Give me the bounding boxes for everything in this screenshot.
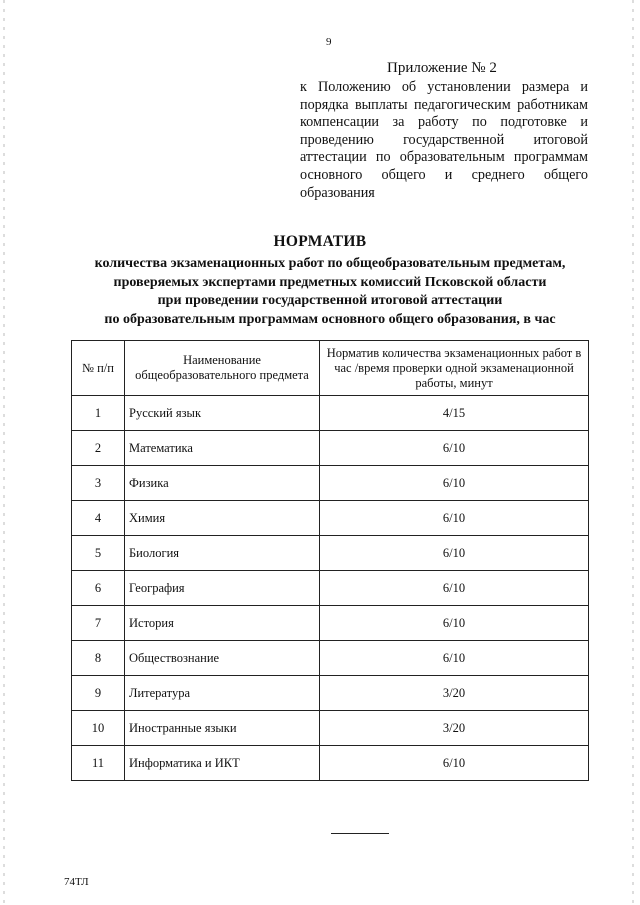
row-subject: Математика	[125, 431, 320, 466]
row-norm: 6/10	[320, 571, 589, 606]
row-subject: Русский язык	[125, 396, 320, 431]
row-number: 5	[72, 536, 125, 571]
annex-reference-text: к Положению об установлении размера и порядка выплаты педагогическим работникам компенсации за работу по подготовке и проведению государственной итоговой аттестации по образовательным программам основного общего и среднего общего образования	[300, 79, 588, 201]
table-row	[72, 571, 589, 606]
table-row	[72, 501, 589, 536]
row-norm: 3/20	[320, 676, 589, 711]
subheading-line-4: по образовательным программам основного общего образования, в час	[104, 311, 556, 327]
scan-edge-right	[632, 0, 634, 905]
subheading-line-2: проверяемых экспертами предметных комиссий Псковской области	[113, 274, 547, 290]
scan-edge-left	[3, 0, 5, 905]
row-number: 11	[72, 746, 125, 781]
header-number: № п/п	[72, 341, 125, 396]
annex-title: Приложение № 2	[387, 60, 497, 76]
row-number: 1	[72, 396, 125, 431]
row-number: 7	[72, 606, 125, 641]
subheading-line-3: при проведении государственной итоговой аттестации	[157, 293, 503, 308]
table-row	[72, 711, 589, 746]
header-norm: Норматив количества экзаменационных работ в час /время проверки одной экзаменационной работы, минут	[320, 341, 589, 396]
row-norm: 4/15	[320, 396, 589, 431]
header-subject: Наименование общеобразовательного предмета	[125, 341, 320, 396]
row-subject: Литература	[125, 676, 320, 711]
row-subject: Биология	[125, 536, 320, 571]
footer-divider	[331, 833, 389, 834]
page-number: 9	[326, 36, 332, 48]
row-norm: 6/10	[320, 466, 589, 501]
row-number: 6	[72, 571, 125, 606]
table-row	[72, 676, 589, 711]
row-norm: 6/10	[320, 641, 589, 676]
row-number: 9	[72, 676, 125, 711]
subheading-line-1: количества экзаменационных работ по общеобразовательным предметам,	[94, 256, 566, 271]
row-norm: 6/10	[320, 536, 589, 571]
row-norm: 6/10	[320, 431, 589, 466]
table-row	[72, 466, 589, 501]
row-number: 10	[72, 711, 125, 746]
table-header-row	[72, 341, 589, 396]
row-number: 8	[72, 641, 125, 676]
row-subject: История	[125, 606, 320, 641]
row-subject: Информатика и ИКТ	[125, 746, 320, 781]
row-subject: Химия	[125, 501, 320, 536]
norms-table	[71, 340, 589, 781]
row-norm: 6/10	[320, 606, 589, 641]
document-subheading	[60, 255, 600, 329]
row-subject: Обществознание	[125, 641, 320, 676]
table-row	[72, 641, 589, 676]
table-row	[72, 536, 589, 571]
row-norm: 6/10	[320, 501, 589, 536]
table-row	[72, 746, 589, 781]
row-norm: 6/10	[320, 746, 589, 781]
row-number: 4	[72, 501, 125, 536]
row-subject: Иностранные языки	[125, 711, 320, 746]
row-norm: 3/20	[320, 711, 589, 746]
document-heading: НОРМАТИВ	[273, 233, 367, 250]
document-code: 74ТЛ	[64, 876, 89, 888]
row-number: 2	[72, 431, 125, 466]
row-number: 3	[72, 466, 125, 501]
table-row	[72, 431, 589, 466]
row-subject: Физика	[125, 466, 320, 501]
row-subject: География	[125, 571, 320, 606]
table-row	[72, 396, 589, 431]
table-row	[72, 606, 589, 641]
